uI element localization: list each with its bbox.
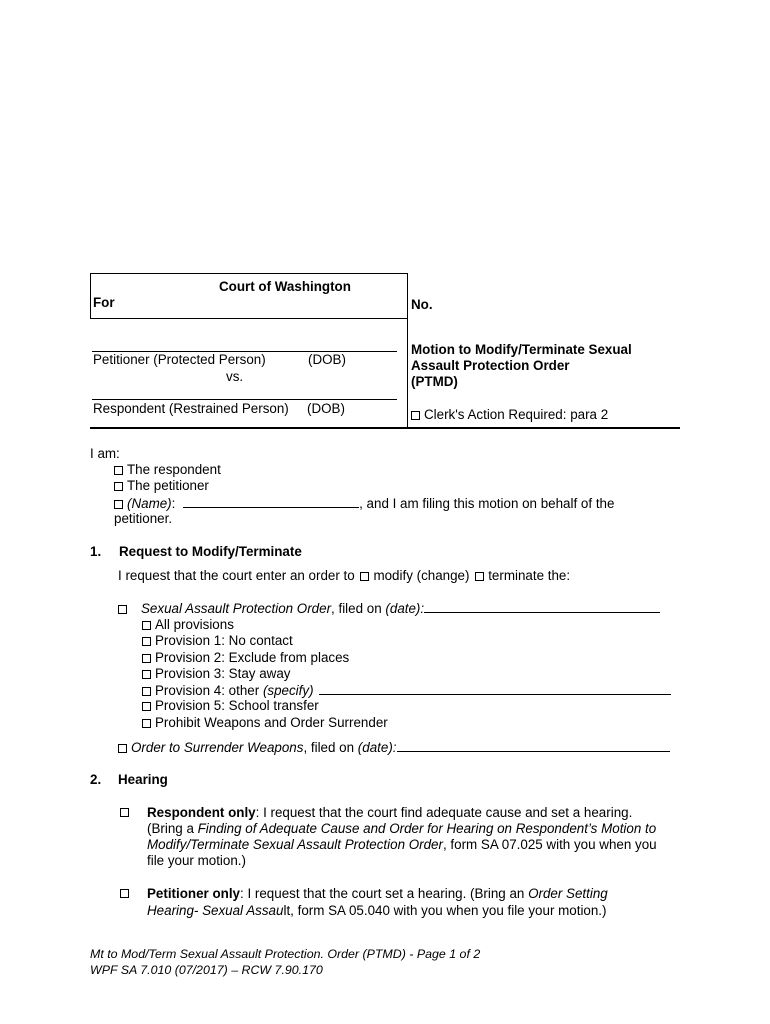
form-title-line-2: Assault Protection Order (411, 358, 570, 373)
petitioner-only-checkbox[interactable] (120, 889, 129, 898)
provision-4-checkbox[interactable] (142, 687, 151, 696)
provision-1-label: Provision 1: No contact (155, 633, 293, 648)
provision-weapons-checkbox[interactable] (142, 719, 151, 728)
provision-4-specify: (specify) (262, 683, 314, 698)
versus-label: vs. (226, 369, 244, 384)
provision-5-checkbox[interactable] (142, 702, 151, 711)
name-option-tail: , and I am filing this motion on behalf of the (359, 496, 615, 511)
provision-2-checkbox[interactable] (142, 654, 151, 663)
name-option-tail-2: petitioner. (114, 511, 173, 526)
petitioner-checkbox[interactable] (114, 482, 123, 491)
provision-3 (142, 666, 290, 682)
surrender-date-label: (date): (357, 740, 397, 755)
provision-3-checkbox[interactable] (142, 670, 151, 679)
petitioner-only-text-1a: : I request that the court set a hearing. (Bring an (240, 886, 525, 901)
surrender-filed: , filed on (303, 740, 355, 755)
surrender-row (118, 739, 670, 756)
provision-4 (142, 682, 671, 699)
section-1-heading: Request to Modify/Terminate (119, 544, 302, 559)
caption-divider (407, 273, 408, 428)
petitioner-dob: (DOB) (308, 352, 346, 367)
sapo-date-field[interactable] (424, 600, 660, 613)
provision-5-label: Provision 5: School transfer (155, 698, 319, 713)
petitioner-option (114, 478, 209, 494)
provision-5 (142, 698, 319, 714)
petitioner-only-text-2b: lt, form SA 05.040 with you when you file your motion.) (283, 903, 607, 918)
section-1-number: 1. (90, 544, 102, 559)
name-option-colon: : (171, 496, 176, 511)
provision-4-label: Provision 4: other (155, 683, 260, 698)
case-number-label: No. (411, 297, 433, 312)
respondent-only-text-3a: Modify/Terminate Sexual Assault Protection Order (147, 837, 443, 852)
footer-line-1: Mt to Mod/Term Sexual Assault Protection. Order (PTMD) - Page 1 of 2 (90, 947, 481, 961)
petitioner-only-text-2a: Hearing- Sexual Assau (147, 903, 284, 918)
section-2-number: 2. (90, 772, 102, 787)
name-option (114, 495, 614, 512)
surrender-checkbox[interactable] (118, 744, 127, 753)
request-text: I request that the court enter an order to (118, 568, 355, 583)
provision-4-field[interactable] (319, 682, 671, 695)
sapo-date-label: (date): (385, 601, 425, 616)
provision-weapons-label: Prohibit Weapons and Order Surrender (155, 715, 388, 730)
sapo-row (118, 600, 660, 617)
caption-top-border (90, 273, 408, 274)
clerk-action-label: Clerk's Action Required: para 2 (424, 407, 609, 422)
respondent-only-line-2 (147, 821, 656, 837)
provision-2 (142, 650, 349, 666)
modify-label: modify (change) (373, 568, 470, 583)
respondent-only-text-3b: , form SA 07.025 with you when you (442, 837, 657, 852)
petitioner-only-label: Petitioner only (147, 886, 241, 901)
respondent-only-label: Respondent only (147, 805, 256, 820)
sapo-checkbox[interactable] (118, 605, 127, 614)
sapo-label: Sexual Assault Protection Order (141, 601, 332, 616)
form-title-line-1: Motion to Modify/Terminate Sexual (411, 342, 632, 357)
terminate-checkbox[interactable] (475, 572, 484, 581)
terminate-label: terminate the: (488, 568, 571, 583)
respondent-line (92, 399, 397, 400)
respondent-only-checkbox[interactable] (120, 808, 129, 817)
surrender-date-field[interactable] (397, 739, 670, 752)
court-name: Court of Washington (219, 279, 351, 294)
name-field[interactable] (183, 495, 359, 508)
name-option-label: (Name) (127, 496, 172, 511)
respondent-dob: (DOB) (307, 401, 345, 416)
petitioner-option-label: The petitioner (127, 478, 209, 493)
sapo-filed: , filed on (331, 601, 382, 616)
caption-bottom-border (90, 427, 680, 429)
provision-all-label: All provisions (155, 617, 234, 632)
respondent-only-line-3 (147, 837, 657, 853)
provision-2-label: Provision 2: Exclude from places (155, 650, 350, 665)
request-line (118, 568, 570, 584)
petitioner-label: Petitioner (Protected Person) (93, 352, 266, 367)
caption-mid-border (90, 318, 408, 319)
respondent-only-text-2b: Finding of Adequate Cause and Order for Hearing on Respondent’s Motion to (197, 821, 657, 836)
for-label: For (93, 295, 115, 310)
clerk-action-row (411, 407, 608, 423)
respondent-label: Respondent (Restrained Person) (93, 401, 289, 416)
caption-left-border (90, 273, 91, 318)
surrender-label: Order to Surrender Weapons (131, 740, 304, 755)
provision-all (142, 617, 234, 633)
provision-3-label: Provision 3: Stay away (155, 666, 291, 681)
petitioner-only-line-1 (147, 886, 608, 902)
respondent-only-text-1: : I request that the court find adequate cause and set a hearing. (255, 805, 633, 820)
respondent-only-text-2a: (Bring a (147, 821, 194, 836)
respondent-option-label: The respondent (127, 462, 221, 477)
provision-1-checkbox[interactable] (142, 637, 151, 646)
provision-weapons (142, 715, 388, 731)
i-am-label: I am: (90, 446, 120, 461)
petitioner-only-line-2 (147, 903, 607, 919)
respondent-only-line-1 (147, 805, 632, 821)
provision-all-checkbox[interactable] (142, 621, 151, 630)
clerk-action-checkbox[interactable] (411, 411, 420, 420)
footer-line-2: WPF SA 7.010 (07/2017) – RCW 7.90.170 (90, 963, 323, 977)
modify-checkbox[interactable] (360, 572, 369, 581)
provision-1 (142, 633, 293, 649)
respondent-only-line-4: file your motion.) (147, 853, 246, 868)
respondent-checkbox[interactable] (114, 466, 123, 475)
respondent-option (114, 462, 221, 478)
section-2-heading: Hearing (118, 772, 168, 787)
name-checkbox[interactable] (114, 500, 123, 509)
form-title-line-3: (PTMD) (411, 374, 458, 389)
petitioner-only-text-1b: Order Setting (528, 886, 608, 901)
